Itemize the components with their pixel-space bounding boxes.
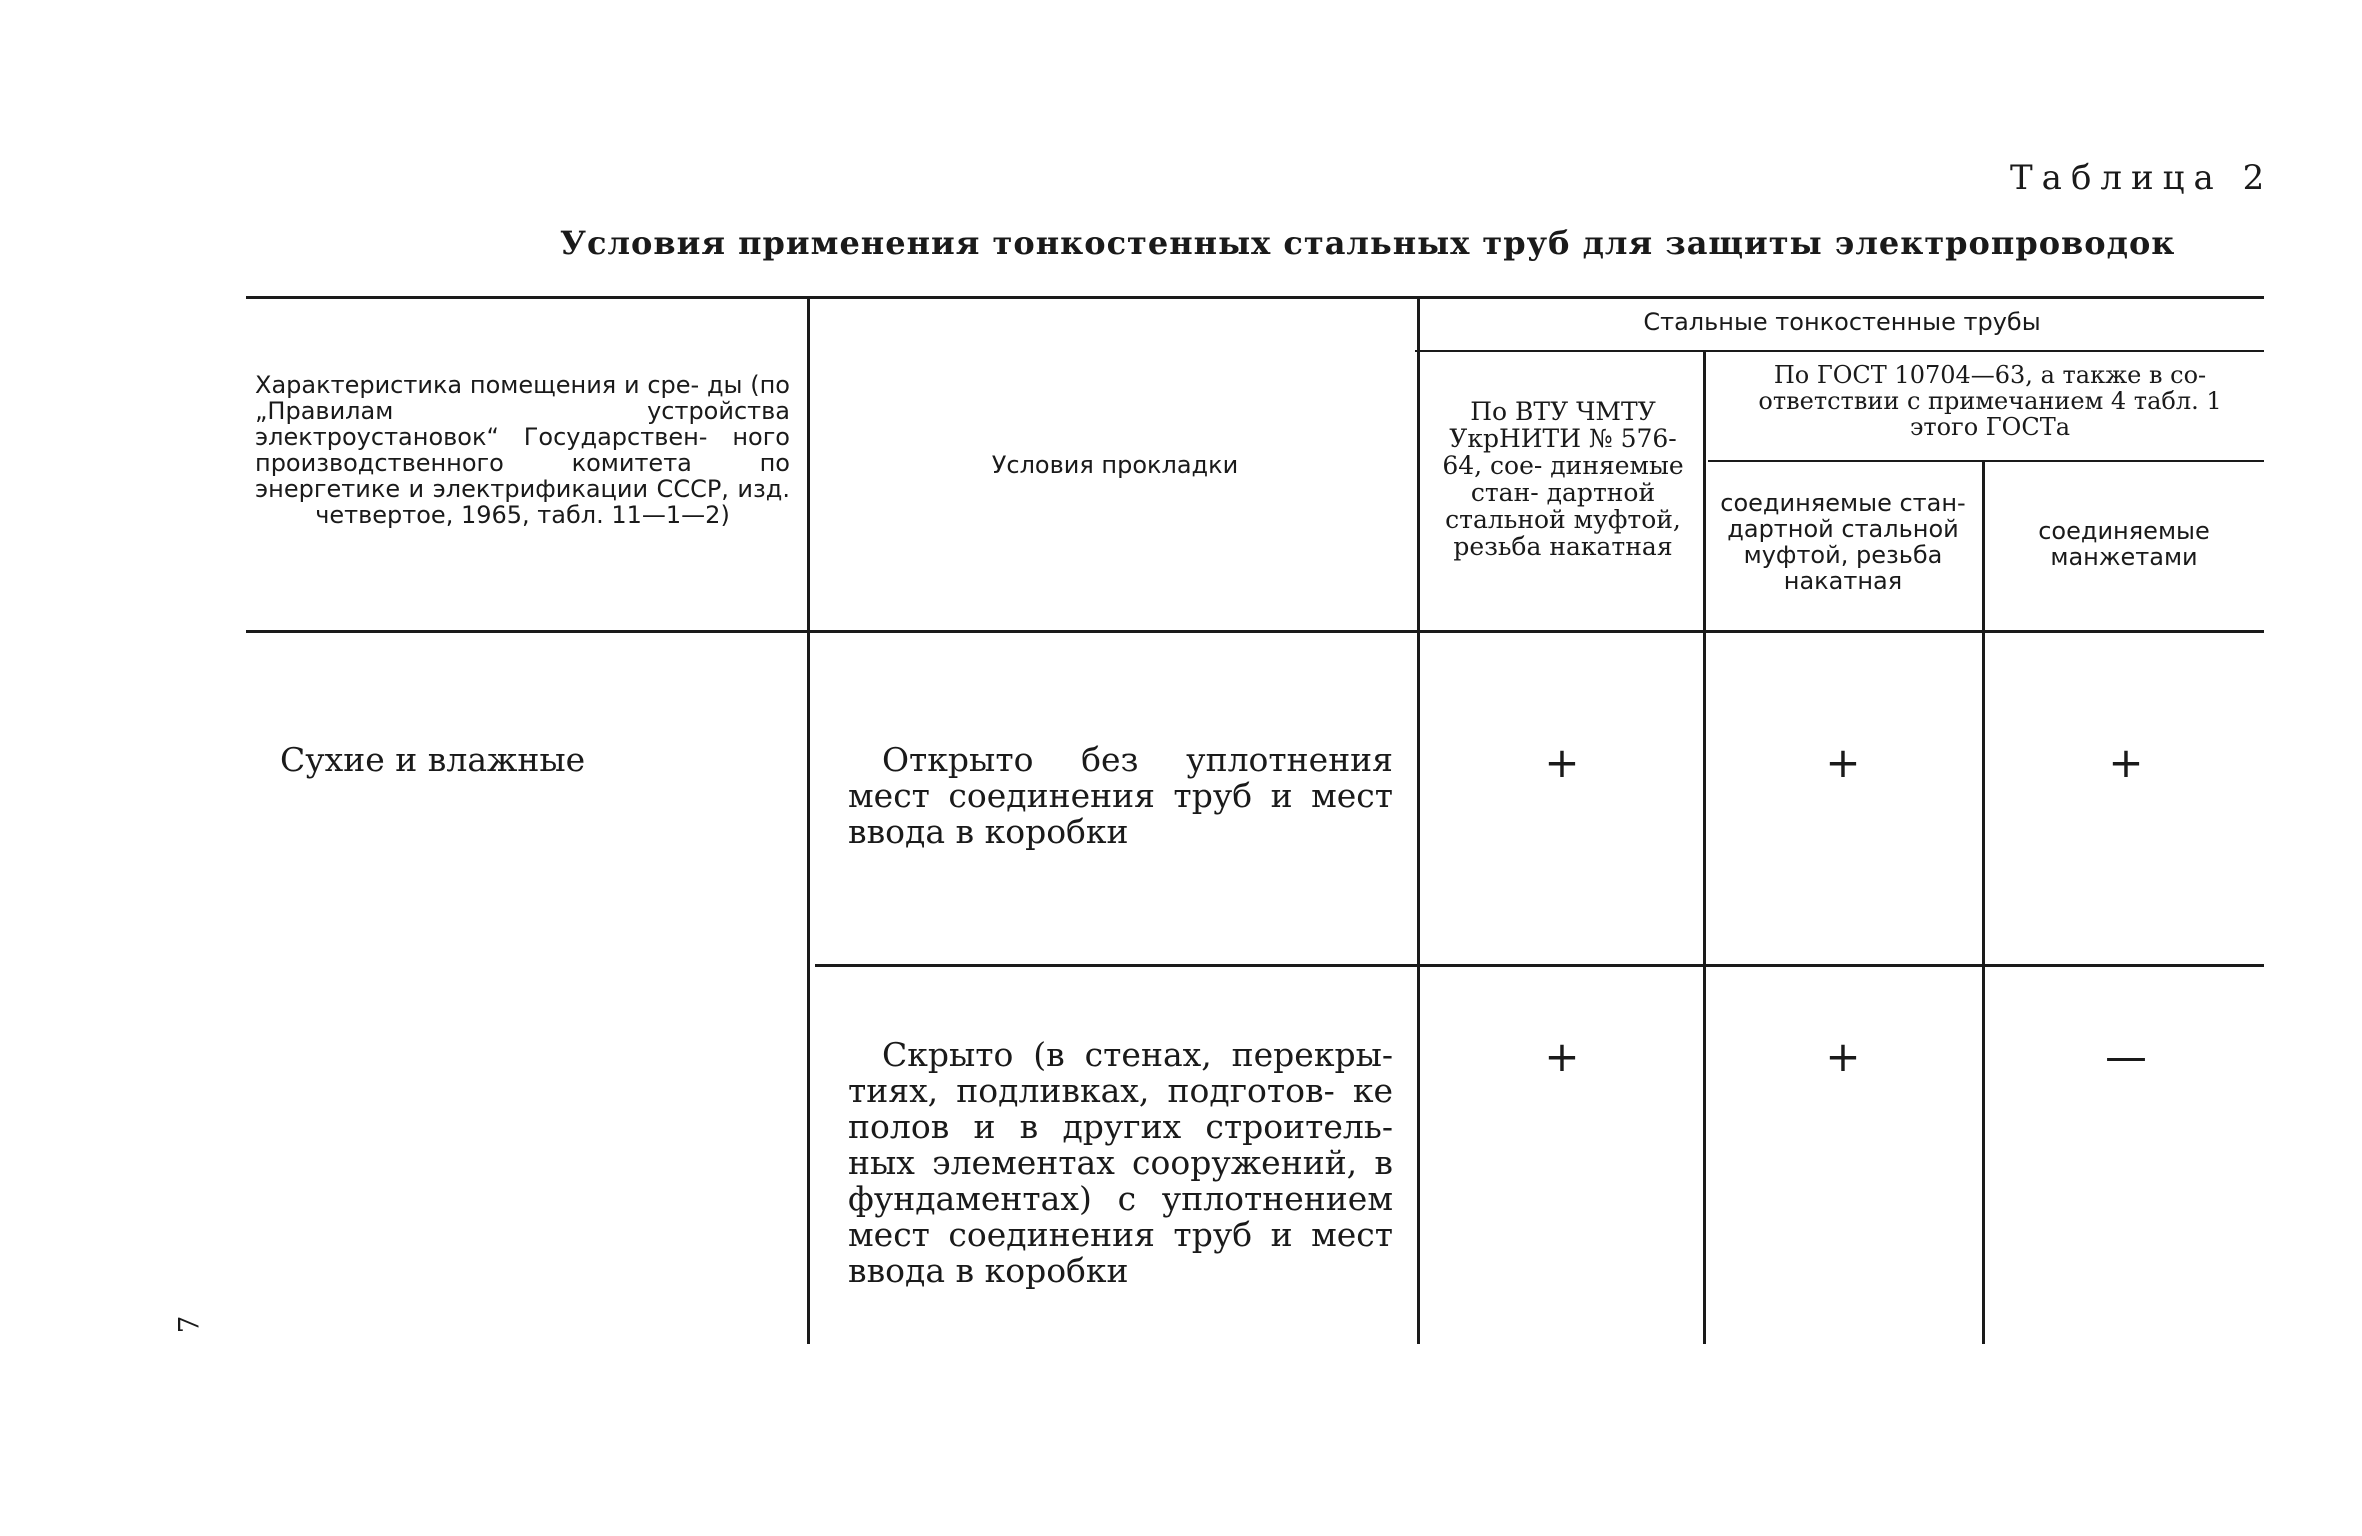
column-divider-2 [1417,298,1420,1344]
header-environment: Характеристика помещения и сре- ды (по „Правилам устройства электроустановок“ Государствен- ного производственного комитета по энергетике и электрификации СССР, изд. четвертое, 1965, табл. 11—1—2) [255,371,790,529]
mark-vtu-hidden: + [1544,1032,1580,1081]
condition-cell-open: Открыто без уплотнения мест соединения труб и мест ввода в коробки [848,740,1393,851]
condition-cell-hidden: Скрыто (в стенах, перекры- тиях, подливках, подготов- ке полов и в других строитель- ных элементах сооружений, в фундаментах) с уплотнением мест соединения труб и мест ввода в коробки [848,1035,1393,1290]
mark-gost-cuffs-open: + [2108,738,2144,787]
header-vtu-pipes: По ВТУ ЧМТУ УкрНИТИ № 576-64, сое- диняемые стан- дартной стальной муфтой, резьба накатная [1442,397,1684,561]
mark-gost-coupling-open: + [1825,738,1861,787]
header-bottom-rule [246,630,2264,633]
header-gost-coupling: соединяемые стан- дартной стальной муфтой, резьба накатная [1720,489,1966,595]
row-separator-rule [815,964,2264,967]
mark-gost-coupling-hidden: + [1825,1032,1861,1081]
header-gost-group: По ГОСТ 10704—63, а также в со- ответствии с примечанием 4 табл. 1 этого ГОСТа [1758,361,2222,441]
mark-gost-cuffs-hidden: — [2105,1032,2147,1081]
table-top-rule [246,296,2264,299]
column-divider-1 [807,298,810,1344]
header-gost-cuffs: соединяемые манжетами [2038,517,2210,571]
mark-vtu-open: + [1544,738,1580,787]
gost-underline-rule [1708,460,2264,462]
header-steel-pipes-group: Стальные тонкостенные трубы [1643,308,2041,336]
header-laying-conditions: Условия прокладки [991,451,1239,479]
table-label: Таблица 2 [2010,158,2274,198]
table-title: Условия применения тонкостенных стальных труб для защиты электропроводок [560,224,2176,262]
group-underline-rule [1415,350,2264,352]
page-number: 7 [172,1315,206,1334]
environment-cell: Сухие и влажные [280,740,586,779]
column-divider-4 [1982,462,1985,1344]
